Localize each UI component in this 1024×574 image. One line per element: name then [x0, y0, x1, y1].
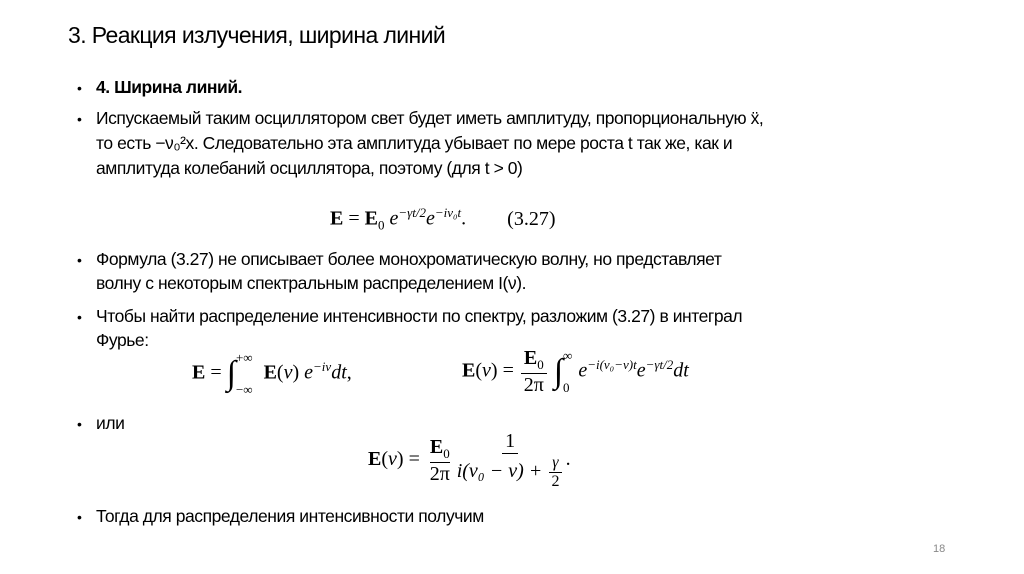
text-line: Формула (3.27) не описывает более монохроматическую волну, но представляет: [96, 249, 722, 269]
slide-title: 3. Реакция излучения, ширина линий: [68, 22, 446, 48]
text-line: Тогда для распределения интенсивности получим: [96, 506, 484, 526]
bullet-dot: •: [77, 252, 82, 268]
page-number: 18: [933, 543, 946, 555]
m: 2π: [523, 374, 544, 396]
m: 0: [537, 357, 544, 372]
spectral-amplitude-result: E(ν) = $\frac{E_0}{2\pi}$ 1 i(ν₀ − ν) + $\frac{\gamma}{2}$ .: [368, 430, 571, 490]
m: −iν: [313, 358, 332, 374]
equation-3-27: $E = E_0$ $e^{-\gamma t/2}e^{-i\nu_0t}$. (3.27): [330, 205, 556, 233]
m: 0: [443, 445, 450, 461]
m: 0: [563, 380, 570, 395]
m: E: [192, 361, 206, 384]
m: E: [364, 207, 378, 230]
bullet-dot: •: [77, 309, 82, 325]
m: −γt/2: [645, 356, 674, 372]
m: γ: [549, 454, 561, 473]
m: −γt/2: [398, 205, 426, 220]
bullet-dot: •: [77, 509, 82, 525]
inline-math: то есть −ν₀²x: [96, 133, 194, 153]
text-line: Чтобы найти распределение интенсивности по спектру, разложим (3.27) в интеграл: [96, 306, 743, 326]
subheading: 4. Ширина линий.: [96, 77, 243, 97]
bullet-dot: •: [77, 416, 82, 432]
bullet-dot: •: [77, 111, 82, 127]
m: 1: [502, 430, 518, 454]
m: E: [330, 207, 344, 230]
m: −i(ν₀−ν)t: [587, 356, 637, 372]
m: 2: [551, 473, 560, 490]
fourier-integral: E = ∫ +∞ −∞ E(ν) $e^{-i\nu}dt$,: [192, 350, 352, 397]
m: E: [462, 359, 476, 382]
text-line: волну с некоторым спектральным распределением I(ν).: [96, 273, 526, 293]
m: 2π: [429, 462, 450, 485]
spectral-amplitude-integral: E(ν) = $\frac{E_0}{2\pi}$ ∫ ∞ 0 $e^{-i(\nu_0-\nu)t}e^{-\gamma t/2}dt$: [462, 347, 689, 396]
m: E: [523, 347, 538, 369]
bullet-dot: •: [77, 80, 82, 96]
m: 0: [377, 217, 385, 233]
m: E: [263, 361, 277, 384]
m: −iν₀t: [434, 205, 462, 220]
m: i(ν₀ − ν) +: [456, 460, 548, 483]
equation-label: (3.27): [507, 207, 556, 230]
m: E: [429, 435, 444, 458]
text-line: Испускаемый таким осциллятором свет будет иметь амплитуду, пропорциональную ẍ,: [96, 108, 764, 128]
m: −∞: [235, 382, 253, 397]
m: ∞: [563, 348, 573, 363]
m: +∞: [235, 350, 253, 365]
text: . Следовательно эта амплитуда убывает по мере роста t так же, как и: [193, 133, 733, 153]
text-line: [96, 133, 732, 154]
m: E: [368, 448, 382, 471]
text-line: или: [96, 413, 125, 433]
text-line: Фурье:: [96, 330, 149, 350]
text-line: амплитуда колебаний осциллятора, поэтому (для t > 0): [96, 158, 523, 178]
